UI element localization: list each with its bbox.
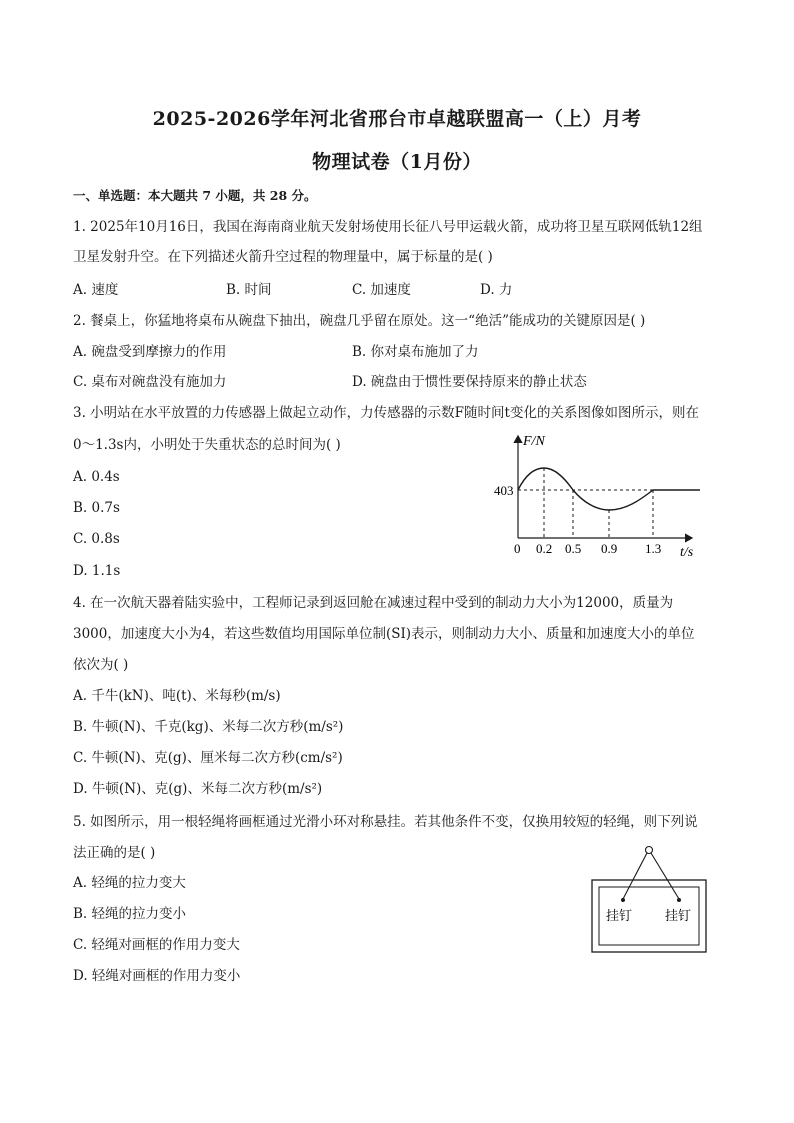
force-curve [518,468,700,510]
q1-option-c[interactable]: C. 加速度 [352,282,411,298]
q4-option-b[interactable]: B. 牛顿(N)、千克(kg)、米每二次方秒(m/s²) [73,719,344,735]
q4-option-a[interactable]: A. 千牛(kN)、吨(t)、米每秒(m/s) [73,688,281,704]
q5-option-c[interactable]: C. 轻绳对画框的作用力变大 [73,937,240,953]
q4-stem-line3: 依次为( ) [73,657,129,673]
q4-option-d[interactable]: D. 牛顿(N)、克(g)、米每二次方秒(m/s²) [73,781,323,797]
smooth-ring [646,847,653,854]
q4-option-c[interactable]: C. 牛顿(N)、克(g)、厘米每二次方秒(cm/s²) [73,750,343,766]
y-tick-403: 403 [494,483,514,498]
q4-stem-line2: 3000，加速度大小为4，若这些数值均用国际单位制(SI)表示，则制动力大小、质量和加速度大小的单位 [73,626,695,642]
q5-stem-line2: 法正确的是( ) [73,845,156,861]
section-heading-single-choice: 一、单选题：本大题共 7 小题，共 28 分。 [73,188,317,203]
x-axis-label: t/s [680,545,694,560]
x-tick-1-3: 1.3 [645,541,662,556]
q3-option-c[interactable]: C. 0.8s [73,531,120,547]
q3-stem-line2: 0～1.3s内，小明处于失重状态的总时间为( ) [73,437,341,453]
q3-stem-line1: 3. 小明站在水平放置的力传感器上做起立动作，力传感器的示数F随时间t变化的关系图像如图所示，则在 [73,405,699,421]
q3-force-time-graph [480,428,710,564]
q3-option-d[interactable]: D. 1.1s [73,563,121,579]
q2-option-a[interactable]: A. 碗盘受到摩擦力的作用 [73,344,227,360]
x-tick-0: 0 [514,541,521,556]
x-tick-0-2: 0.2 [536,541,553,556]
x-tick-0-5: 0.5 [565,541,582,556]
q5-option-b[interactable]: B. 轻绳的拉力变小 [73,906,187,922]
rope-left [623,853,647,899]
q3-option-b[interactable]: B. 0.7s [73,500,120,516]
q1-stem-line1: 1. 2025年10月16日，我国在海南商业航天发射场使用长征八号甲运载火箭，成功将卫星互联网低轨12组 [73,219,703,235]
q2-option-c[interactable]: C. 桌布对碗盘没有施加力 [73,374,227,390]
nail-left [621,898,625,902]
q2-stem-line1: 2. 餐桌上，你猛地将桌布从碗盘下抽出，碗盘几乎留在原处。这一“绝活”能成功的关键原因是( ) [73,313,646,329]
exam-title-line1: 2025-2026学年河北省邢台市卓越联盟高一（上）月考 [152,108,642,130]
nail-label-right: 挂钉 [665,908,692,923]
q1-option-a[interactable]: A. 速度 [73,282,119,298]
q1-option-b[interactable]: B. 时间 [226,282,272,298]
q1-option-d[interactable]: D. 力 [480,282,513,298]
q4-stem-line1: 4. 在一次航天器着陆实验中，工程师记录到返回舱在减速过程中受到的制动力大小为12000，质量为 [73,595,674,611]
x-tick-0-9: 0.9 [601,541,618,556]
q1-stem-line2: 卫星发射升空。在下列描述火箭升空过程的物理量中，属于标量的是( ) [73,249,493,265]
q5-stem-line1: 5. 如图所示，用一根轻绳将画框通过光滑小环对称悬挂。若其他条件不变，仅换用较短的轻绳，则下列说 [73,814,698,830]
nail-right [677,898,681,902]
q2-option-b[interactable]: B. 你对桌布施加了力 [352,344,479,360]
q5-option-d[interactable]: D. 轻绳对画框的作用力变小 [73,968,241,984]
q3-option-a[interactable]: A. 0.4s [73,469,120,485]
q2-option-d[interactable]: D. 碗盘由于惯性要保持原来的静止状态 [352,374,587,390]
exam-title-line2: 物理试卷（1月份） [312,151,482,173]
nail-label-left: 挂钉 [606,908,633,923]
q5-picture-frame-figure [586,842,712,956]
q5-option-a[interactable]: A. 轻绳的拉力变大 [73,875,186,891]
y-axis-label: F/N [523,434,545,449]
rope-right [651,853,679,899]
